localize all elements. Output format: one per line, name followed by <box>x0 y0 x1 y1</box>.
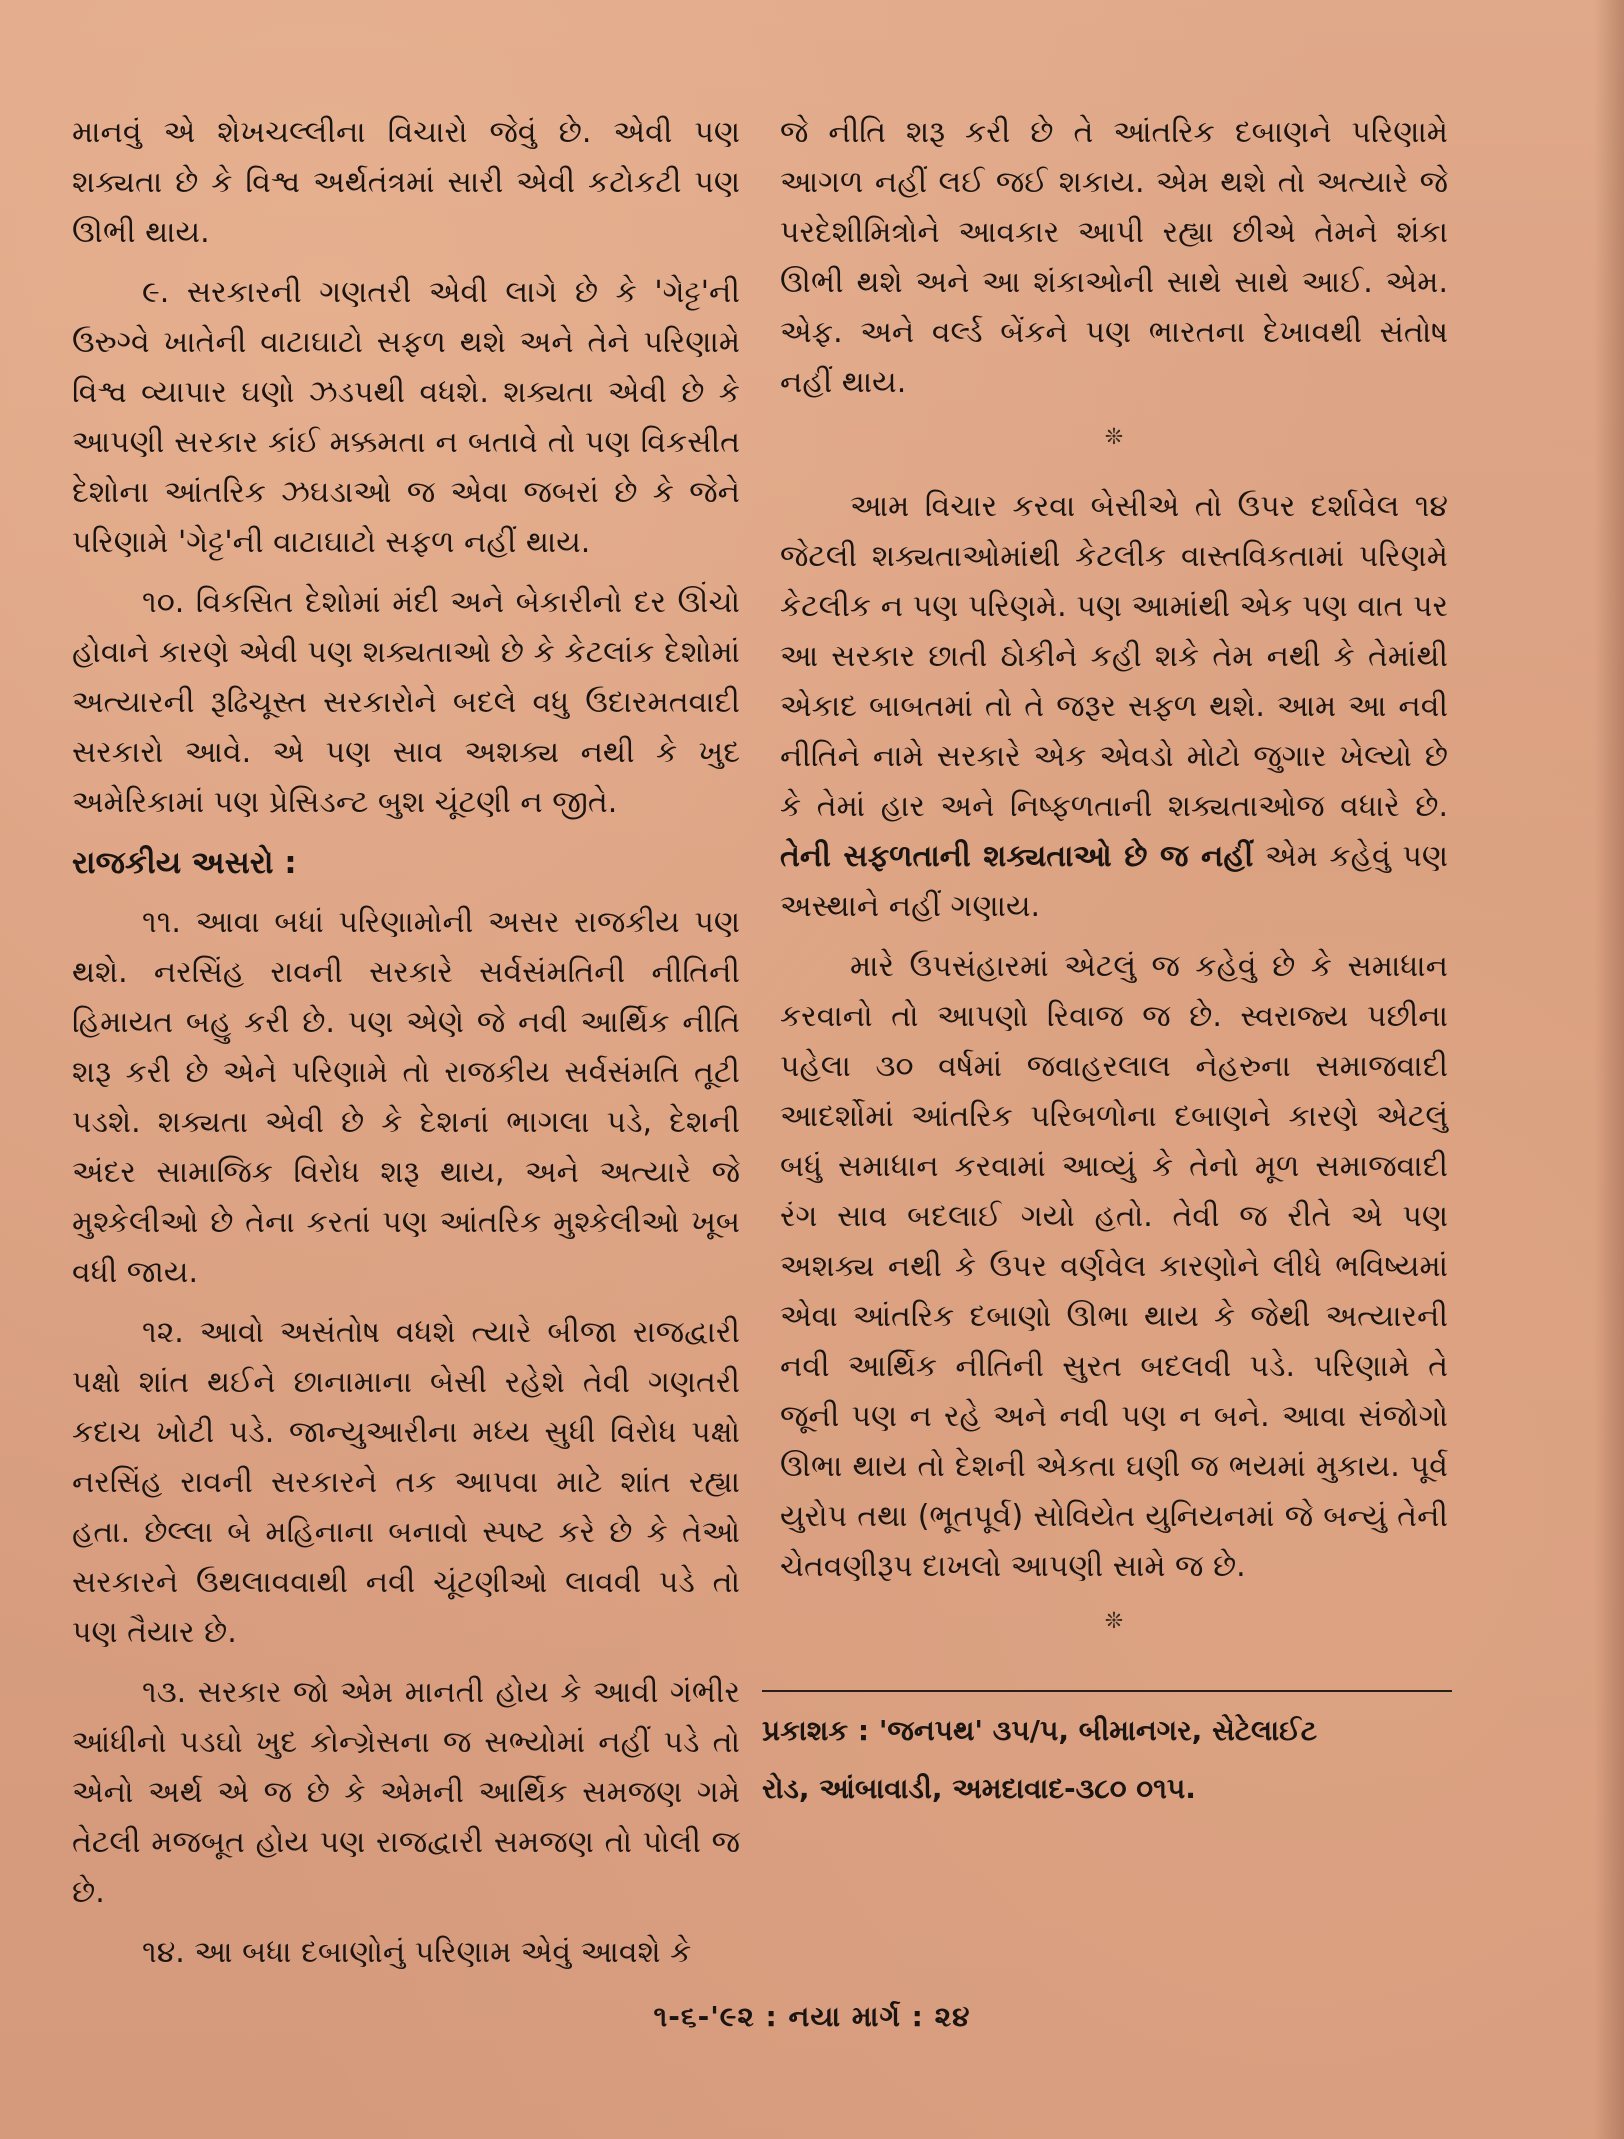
paragraph-continued: જે નીતિ શરૂ કરી છે તે આંતરિક દબાણને પરિણામે આગળ નહીં લઈ જઈ શકાય. એમ થશે તો અત્યારે જે પરદેશીમિત્રોને આવકાર આપી રહ્યા છીએ તેમને શંકા ઊભી થશે અને આ શંકાઓની સાથે સાથે આઈ. એમ. એફ. અને વર્લ્ડ બેંકને પણ ભારતના દેખાવથી સંતોષ નહીં થાય. <box>780 115 1448 400</box>
paragraph-conclusion-b: મારે ઉપસંહારમાં એટલું જ કહેવું છે કે સમાધાન કરવાનો તો આપણો રિવાજ જ છે. સ્વરાજ્ય પછીના પહેલા ૩૦ વર્ષમાં જવાહરલાલ નેહરુના સમાજવાદી આદર્શોમાં આંતરિક પરિબળોના દબાણને કારણે એટલું બધું સમાધાન કરવામાં આવ્યું કે તેનો મૂળ સમાજવાદી રંગ સાવ બદલાઈ ગયો હતો. તેવી જ રીતે એ પણ અશક્ય નથી કે ઉપર વર્ણવેલ કારણોને લીધે ભવિષ્યમાં એવા આંતરિક દબાણો ઊભા થાય કે જેથી અત્યારની નવી આર્થિક નીતિની સુરત બદલવી પડે. પરિણામે તે જૂની પણ ન રહે અને નવી પણ ન બને. આવા સંજોગો ઊભા થાય તો દેશની એકતા ઘણી જ ભયમાં મુકાય. પૂર્વ યુરોપ તથા (ભૂતપૂર્વ) સોવિયેત યુનિયનમાં જે બન્યું તેની ચેતવણીરૂપ દાખલો આપણી સામે જ છે. <box>780 949 1448 1584</box>
paragraph-conclusion-a-text: આમ વિચાર કરવા બેસીએ તો ઉપર દર્શાવેલ ૧૪ જેટલી શક્યતાઓમાંથી કેટલીક વાસ્તવિકતામાં પરિણમે કેટલીક ન પણ પરિણમે. પણ આમાંથી એક પણ વાત પર આ સરકાર છાતી ઠોકીને કહી શકે તેમ નથી કે તેમાંથી એકાદ બાબતમાં તો તે જરૂર સફળ થશે. આમ આ નવી નીતિને નામે સરકારે એક એવડો મોટો જુગાર ખેલ્યો છે કે તેમાં હાર અને નિષ્ફળતાની શક્યતાઓજ વધારે છે. <box>780 489 1448 824</box>
publisher-line-1: પ્રકાશક : 'જનપથ' ૩૫/૫, બીમાનગર, સેટેલાઈટ <box>762 1714 1317 1747</box>
paragraph-conclusion-a <box>780 482 1448 932</box>
paragraph-conclusion-a-end: એમ કહેવું પણ અસ્થાને નહીં ગણાય. <box>780 839 1449 924</box>
paragraph-13: ૧૩. સરકાર જો એમ માનતી હોય કે આવી ગંભીર આંધીનો પડઘો ખુદ કોન્ગ્રેસના જ સભ્યોમાં નહીં પડે તો એનો અર્થ એ જ છે કે એમની આર્થિક સમજણ ગમે તેટલી મજબૂત હોય પણ રાજદ્વારી સમજણ તો પોલી જ છે. <box>72 1675 740 1910</box>
right-column <box>780 108 1448 1666</box>
paragraph-conclusion-a-bold: તેની સફળતાની શક્યતાઓ છે જ નહીં <box>780 839 1254 874</box>
end-separator-star: ❊ <box>1104 1609 1124 1634</box>
paragraph-12: ૧૨. આવો અસંતોષ વધશે ત્યારે બીજા રાજદ્વારી પક્ષો શાંત થઈને છાનામાના બેસી રહેશે તેવી ગણતરી કદાચ ખોટી પડે. જાન્યુઆરીના મધ્ય સુધી વિરોધ પક્ષો નરસિંહ રાવની સરકારને તક આપવા માટે શાંત રહ્યા હતા. છેલ્લા બે મહિનાના બનાવો સ્પષ્ટ કરે છે કે તેઓ સરકારને ઉથલાવવાથી નવી ચૂંટણીઓ લાવવી પડે તો પણ તૈયાર છે. <box>72 1315 740 1650</box>
page-footer: ૧-૬-'૯૨ : નયા માર્ગ : ૨૪ <box>653 2000 971 2033</box>
section-heading-political-effects: રાજકીય અસરો : <box>72 845 297 881</box>
left-column <box>72 108 740 1988</box>
paragraph-10: ૧૦. વિકસિત દેશોમાં મંદી અને બેકારીનો દર ઊંચો હોવાને કારણે એવી પણ શક્યતાઓ છે કે કેટલાંક દેશોમાં અત્યારની રૂઢિચૂસ્ત સરકારોને બદલે વધુ ઉદારમતવાદી સરકારો આવે. એ પણ સાવ અશક્ય નથી કે ખુદ અમેરિકામાં પણ પ્રેસિડન્ટ બુશ ચૂંટણી ન જીતે. <box>72 585 740 820</box>
paragraph-14: ૧૪. આ બધા દબાણોનું પરિણામ એવું આવશે કે <box>142 1935 692 1970</box>
publisher-block <box>762 1690 1452 1818</box>
paragraph-intro: માનવું એ શેખચલ્લીના વિચારો જેવું છે. એવી પણ શક્યતા છે કે વિશ્વ અર્થતંત્રમાં સારી એવી કટોકટી પણ ઊભી થાય. <box>72 115 740 250</box>
section-separator-star: ❊ <box>1104 425 1124 450</box>
paragraph-9: ૯. સરકારની ગણતરી એવી લાગે છે કે 'ગેટ્ટ'ની ઉરુગ્વે ખાતેની વાટાઘાટો સફળ થશે અને તેને પરિણામે વિશ્વ વ્યાપાર ઘણો ઝડપથી વધશે. શક્યતા એવી છે કે આપણી સરકાર કાંઈ મક્કમતા ન બતાવે તો પણ વિકસીત દેશોના આંતરિક ઝઘડાઓ જ એવા જબરાં છે કે જેને પરિણામે 'ગેટ્ટ'ની વાટાઘાટો સફળ નહીં થાય. <box>72 275 740 560</box>
paragraph-11: ૧૧. આવા બધાં પરિણામોની અસર રાજકીય પણ થશે. નરસિંહ રાવની સરકારે સર્વસંમતિની નીતિની હિમાયત બહુ કરી છે. પણ એણે જે નવી આર્થિક નીતિ શરૂ કરી છે એને પરિણામે તો રાજકીય સર્વસંમતિ તૂટી પડશે. શક્યતા એવી છે કે દેશનાં ભાગલા પડે, દેશની અંદર સામાજિક વિરોધ શરૂ થાય, અને અત્યારે જે મુશ્કેલીઓ છે તેના કરતાં પણ આંતરિક મુશ્કેલીઓ ખૂબ વધી જાય. <box>72 905 740 1290</box>
publisher-line-2: રોડ, આંબાવાડી, અમદાવાદ-૩૮૦ ૦૧૫. <box>762 1772 1196 1805</box>
